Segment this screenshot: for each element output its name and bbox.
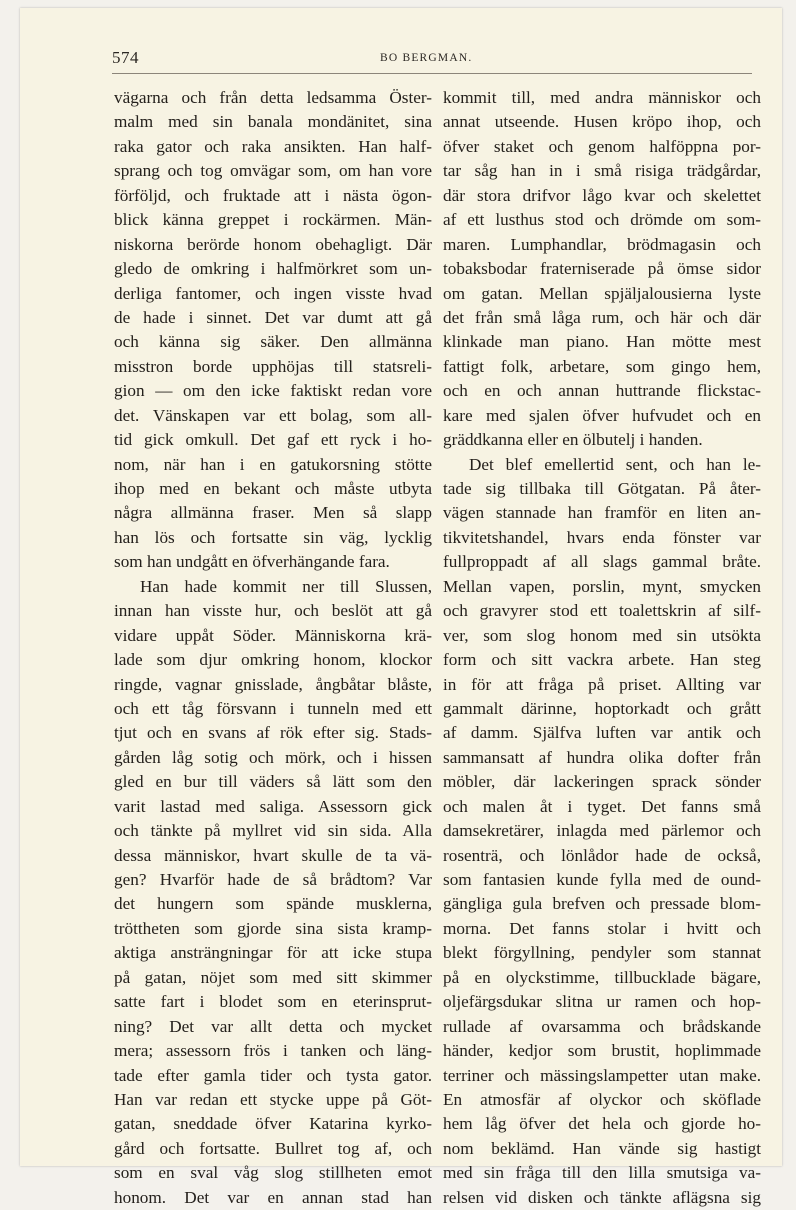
text-line: sprang och tog omvägar som, om han vore [114,161,432,181]
text-line: af damm. Själfva luften var antik och [443,723,761,743]
text-line: och känna sig säker. Den allmänna [114,332,432,352]
text-line: gängliga gula brefven och pressade blom- [443,894,761,914]
text-line: som han undgått en öfverhängande fara. [114,552,390,572]
text-line: derliga fantomer, och ingen visste hvad [114,283,432,303]
text-line: vägen stannade han framför en liten an- [443,503,761,523]
text-line: gatan, sneddade öfver Katarina kyrko- [114,1114,432,1134]
text-line: och ett tåg försvann i tunneln med ett [114,698,432,718]
text-line: ringde, vagnar gnisslade, ångbåtar blåste, [114,674,432,694]
text-line: möbler, där lackeringen sprack sönder [443,772,761,792]
text-line: blick känna greppet i rockärmen. Män- [114,210,432,230]
text-line: förföljd, och fruktade att i nästa ögon- [114,185,432,205]
text-line: och gravyrer stod ett toalettskrin af silf- [443,601,761,621]
text-line: mera; assessorn frös i tanken och läng- [114,1041,432,1061]
text-line: vägarna och från detta ledsamma Öster- [114,88,432,107]
text-line: tar såg han in i små risiga trädgårdar, [443,161,761,181]
text-line: det hungern som spände musklerna, [114,894,432,914]
text-line: fattigt folk, arbetare, som gingo hem, [443,356,761,376]
text-line: gion — om den icke faktiskt redan vore [114,381,432,401]
text-line: ihop med en bekant och måste utbyta [114,479,432,498]
text-line: hem låg öfver det hela och gjorde ho- [443,1114,761,1134]
text-line: de hade i sinnet. Det var dumt att gå [114,307,432,327]
text-line: annat utseende. Husen kröpo ihop, och [443,112,761,132]
text-line: gammalt därinne, hoptorkadt och grått [443,698,761,718]
text-line: gled en bur till väders så lätt som den [114,772,432,792]
text-line: blekt förgyllning, pendyler som stannat [443,943,761,963]
text-line: tade efter gamla tider och tysta gator. [114,1065,432,1085]
text-line: klinkade man piano. Han mötte mest [443,332,761,352]
text-line: tobaksbodar fraterniserade på ömse sidor [443,259,761,279]
text-line: dessa människor, hvart skulle de ta vä- [114,845,432,865]
text-line: raka gator och raka ansikten. Han half- [114,136,432,156]
text-line: innan han visste hur, och beslöt att gå [114,601,432,621]
text-line: det. Vänskapen var ett bolag, som all- [114,405,432,425]
text-line: och tänkte på myllret vid sin sida. Alla [114,821,432,841]
text-line: sammansatt af hundra olika dofter från [443,747,761,767]
text-line: nom beklämd. Han vände sig hastigt [443,1138,761,1158]
page-header [112,46,752,76]
text-line: gården låg sotig och mörk, och i hissen [114,747,432,767]
text-line: rosenträ, och lönlådor hade de också, [443,845,761,865]
running-head: BO BERGMAN. [380,52,473,64]
text-line: morna. Det fanns stolar i hvitt och [443,918,761,938]
text-line: gräddkanna eller en ölbutelj i handen. [443,430,703,450]
right-text-column [443,86,761,1210]
text-line: aktiga ansträngningar för att icke stupa [114,943,432,963]
page-number: 574 [112,48,139,67]
text-line: vidare uppåt Söder. Människorna krä- [114,625,432,645]
text-line: lade som djur omkring honom, klockor [114,650,432,670]
text-line: tid gick omkull. Det gaf ett ryck i ho- [114,430,432,450]
text-line: kommit till, med andra människor och [443,88,761,107]
text-line: öfver staket och genom halföppna por- [443,136,761,156]
text-line: tjut och en svans af rök efter sig. Stads- [114,723,432,743]
text-line: niskorna berörde honom obehagligt. Där [114,234,432,254]
text-line: maren. Lumphandlar, brödmagasin och [443,234,761,254]
text-line: som fantasien kunde fylla med de ound- [443,870,761,889]
text-line: Mellan vapen, porslin, mynt, smycken [443,576,761,596]
text-line: och malen åt i tyget. Det fanns små [443,796,761,816]
text-line: där stora drifvor lågo kvar och skelettet [443,185,761,205]
text-line: tikvitetshandel, hvars enda fönster var [443,527,761,547]
text-line: på en olyckstimme, tillbucklade bägare, [443,967,761,987]
text-line: med sin fråga till den lilla smutsiga va- [443,1163,761,1183]
text-line: oljefärgsdukar slitna ur ramen och hop- [443,992,761,1012]
text-line: malm med sin banala mondänitet, sina [114,112,432,132]
text-line: som en sval våg slog stillheten emot [114,1163,432,1183]
text-line: på gatan, nöjet som med sitt skimmer [114,967,432,987]
text-line: fullproppadt af all slags gammal bråte. [443,552,761,572]
text-line: nom, när han i en gatukorsning stötte [114,454,432,474]
text-line: Han hade kommit ner till Slussen, [140,576,432,596]
text-line: form och sitt vackra arbete. Han steg [443,650,761,670]
text-line: han lös och fortsatte sin väg, lycklig [114,527,432,547]
text-line: in för att fråga på priset. Allting var [443,674,761,694]
text-line: af ett lusthus stod och drömde om som- [443,210,761,230]
text-line: händer, kedjor som brustit, hoplimmade [443,1041,761,1061]
text-line: tröttheten som gjorde sina sista kramp- [114,918,432,938]
text-line: terriner och mässingslampetter utan make. [443,1065,761,1085]
text-line: En atmosfär af olyckor och sköflade [443,1089,761,1109]
text-line: Det blef emellertid sent, och han le- [469,454,761,474]
text-line: honom. Det var en annan stad han [114,1187,432,1207]
text-line: ning? Det var allt detta och mycket [114,1016,432,1036]
text-line: varit lastad med saliga. Assessorn gick [114,796,432,816]
text-line: damsekretärer, inlagda med pärlemor och [443,821,761,841]
text-line: rullade af ovarsamma och brådskande [443,1016,761,1036]
text-line: tade sig tillbaka till Götgatan. På åter- [443,479,761,498]
text-line: gård och fortsatte. Bullret tog af, och [114,1138,432,1158]
text-line: kare med sjalen öfver hufvudet och en [443,405,761,425]
text-line: gen? Hvarför hade de så brådtom? Var [114,870,432,889]
text-line: om gatan. Mellan spjäljalousierna lyste [443,283,761,303]
text-line: och en och annan huttrande flickstac- [443,381,761,401]
left-text-column [114,86,432,1210]
text-line: satte fart i blodet som en eterinsprut- [114,992,432,1012]
text-line: det från små låga rum, och här och där [443,307,761,327]
text-line: relsen vid disken och tänkte aflägsna sig [443,1187,761,1207]
text-line: Han var redan ett stycke uppe på Göt- [114,1089,432,1109]
header-rule [112,73,752,74]
text-line: ver, som slog honom med sin utsökta [443,625,761,645]
text-line: några allmänna fraser. Men så slapp [114,503,432,523]
text-line: misstron borde upphöjas till statsreli- [114,356,432,376]
text-line: gledo de omkring i halfmörkret som un- [114,259,432,279]
